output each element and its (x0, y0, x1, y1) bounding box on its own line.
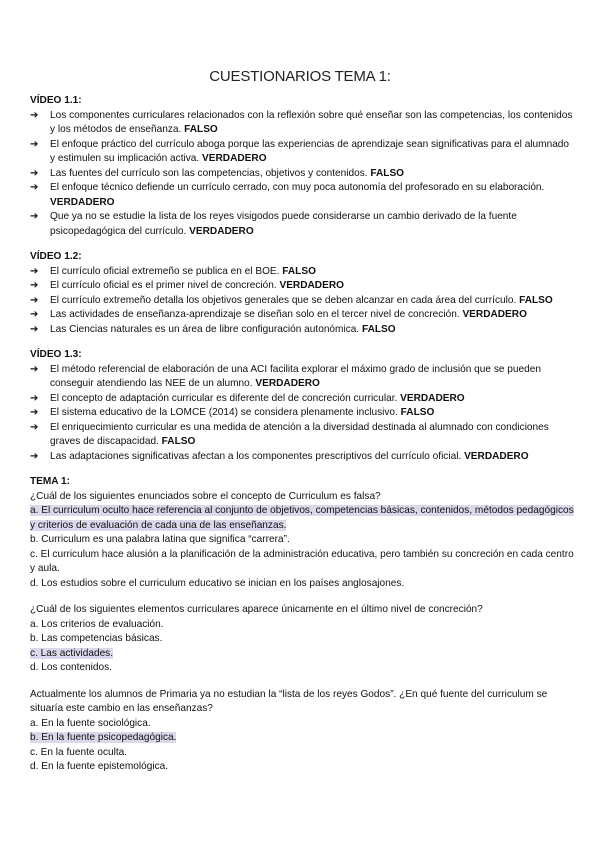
verdict-label: FALSO (282, 265, 316, 277)
statement-item (30, 294, 575, 309)
question-block (30, 490, 575, 592)
tema-heading: TEMA 1: (30, 476, 71, 487)
statement-item (30, 210, 575, 239)
video-section-1 (30, 94, 575, 239)
verdict-label: VERDADERO (464, 450, 529, 462)
tema-section (30, 475, 575, 775)
arrow-icon: ➔ (30, 265, 39, 277)
statement-text: El sistema educativo de la LOMCE (2014) se considera plenamente inclusivo. (50, 407, 398, 418)
statement-item (30, 138, 575, 167)
arrow-icon: ➔ (30, 280, 39, 291)
page-title: CUESTIONARIOS TEMA 1: (209, 68, 391, 85)
highlighted-answer: c. Las actividades. (30, 647, 114, 659)
statement-item (30, 265, 575, 280)
video-section-2 (30, 250, 575, 337)
video-section-3 (30, 348, 575, 464)
verdict-label: VERDADERO (189, 225, 254, 237)
statement-text: El currículo oficial extremeño se publica en el BOE. (50, 265, 280, 277)
statement-text: El enriquecimiento curricular es una medida de atención a la diversidad destinada al alumnado con condiciones graves de discapacidad. (50, 421, 549, 447)
statement-item (30, 279, 575, 294)
statement-text: El currículo oficial es el primer nivel de concreción. (50, 280, 277, 291)
statement-text: Que ya no se estudie la lista de los reyes visigodos puede considerarse un cambio derivado de la fuente psicopedagógica del currículo. (50, 211, 517, 237)
statement-item (30, 109, 575, 138)
statement-text: El enfoque práctico del currículo aboga porque las experiencias de aprendizaje sean significativas para el alumnado y estimulen su implicación activa. (50, 138, 570, 164)
arrow-icon: ➔ (30, 294, 39, 306)
statement-text: Las Ciencias naturales es un área de libre configuración autonómica. (50, 323, 360, 335)
answer-option (30, 504, 575, 533)
verdict-label: VERDADERO (255, 378, 320, 389)
arrow-icon: ➔ (30, 167, 39, 179)
arrow-icon: ➔ (30, 363, 39, 375)
verdict-label: VERDADERO (462, 309, 527, 320)
question-text: ¿Cuál de los siguientes elementos curriculares aparece únicamente en el último nivel de concreción? (30, 604, 483, 615)
arrow-icon: ➔ (30, 450, 39, 462)
answer-option: d. En la fuente epistemológica. (30, 761, 169, 772)
arrow-icon: ➔ (30, 323, 39, 335)
verdict-label: FALSO (184, 124, 218, 135)
statement-text: Las fuentes del currículo son las competencias, objetivos y contenidos. (50, 167, 368, 179)
highlighted-answer: b. En la fuente psicopedagógica. (30, 732, 177, 743)
statement-text: El concepto de adaptación curricular es diferente del de concreción curricular. (50, 392, 398, 404)
highlighted-answer: a. El curriculum oculto hace referencia al conjunto de objetivos, competencias básicas, contenidos, métodos pedagógicos y criterios de evaluación de cada una de las enseñanzas. (30, 505, 574, 531)
statement-item (30, 392, 575, 407)
verdict-label: VERDADERO (279, 280, 344, 291)
arrow-icon: ➔ (30, 211, 39, 222)
verdict-label: FALSO (361, 323, 396, 335)
question-text: Actualmente los alumnos de Primaria ya no estudian la “lista de los reyes Godos”. ¿En qué fuente del curriculum se situaría este cambio en las enseñanzas? (30, 688, 548, 714)
statement-list (30, 265, 575, 338)
statement-item (30, 363, 575, 392)
arrow-icon: ➔ (30, 309, 39, 320)
statement-list (30, 109, 575, 240)
arrow-icon: ➔ (30, 138, 39, 150)
question-block (30, 688, 575, 775)
question-block (30, 603, 575, 676)
verdict-label: FALSO (161, 436, 196, 447)
arrow-icon: ➔ (30, 421, 39, 433)
section-heading: VÍDEO 1.3: (30, 349, 82, 360)
arrow-icon: ➔ (30, 407, 39, 418)
section-heading: VÍDEO 1.1: (30, 95, 82, 106)
answer-option: d. Los contenidos. (30, 662, 112, 673)
answer-option: d. Los estudios sobre el curriculum educativo se inician en los países anglosajones. (30, 577, 405, 589)
answer-option (30, 647, 575, 662)
statement-text: Las adaptaciones significativas afectan a los componentes prescriptivos del currículo oficial. (50, 450, 462, 462)
statement-item (30, 421, 575, 450)
statement-text: El método referencial de elaboración de una ACI facilita explorar el máximo grado de inclusión que se pueden conseguir atendiendo las NEE de un alumno. (50, 363, 541, 389)
document-content (30, 94, 575, 787)
verdict-label: FALSO (400, 407, 435, 418)
verdict-label: FALSO (519, 294, 553, 306)
arrow-icon: ➔ (30, 392, 39, 404)
statement-list (30, 363, 575, 465)
answer-option: b. Las competencias básicas. (30, 633, 163, 644)
answer-option (30, 731, 575, 746)
verdict-label: FALSO (370, 167, 405, 179)
arrow-icon: ➔ (30, 182, 39, 193)
verdict-label: VERDADERO (202, 153, 267, 164)
statement-item (30, 181, 575, 210)
answer-option: b. Curriculum es una palabra latina que significa “carrera”. (30, 534, 290, 545)
statement-text: El currículo extremeño detalla los objetivos generales que se deben alcanzar en cada área del currículo. (50, 294, 517, 306)
statement-text: Los componentes curriculares relacionados con la reflexión sobre qué enseñar son las competencias, los contenidos y los métodos de enseñanza. (50, 109, 573, 135)
answer-option: c. El curriculum hace alusión a la planificación de la administración educativa, pero también su concreción en cada centro y aula. (30, 548, 574, 574)
statement-item (30, 406, 575, 421)
section-heading: VÍDEO 1.2: (30, 251, 82, 262)
statement-item (30, 308, 575, 323)
arrow-icon: ➔ (30, 109, 39, 121)
statement-item (30, 323, 575, 338)
answer-option: c. En la fuente oculta. (30, 746, 128, 758)
verdict-label: VERDADERO (400, 392, 465, 404)
statement-text: Las actividades de enseñanza-aprendizaje se diseñan solo en el tercer nivel de concreción. (50, 309, 460, 320)
answer-option: a. Los criterios de evaluación. (30, 618, 164, 630)
verdict-label: VERDADERO (50, 196, 115, 208)
answer-option: a. En la fuente sociológica. (30, 717, 151, 729)
statement-item (30, 167, 575, 182)
question-text: ¿Cuál de los siguientes enunciados sobre el concepto de Curriculum es falsa? (30, 490, 381, 502)
statement-text: El enfoque técnico defiende un currículo cerrado, con muy poca autonomía del profesorado en su elaboración. (50, 182, 545, 193)
statement-item (30, 450, 575, 465)
